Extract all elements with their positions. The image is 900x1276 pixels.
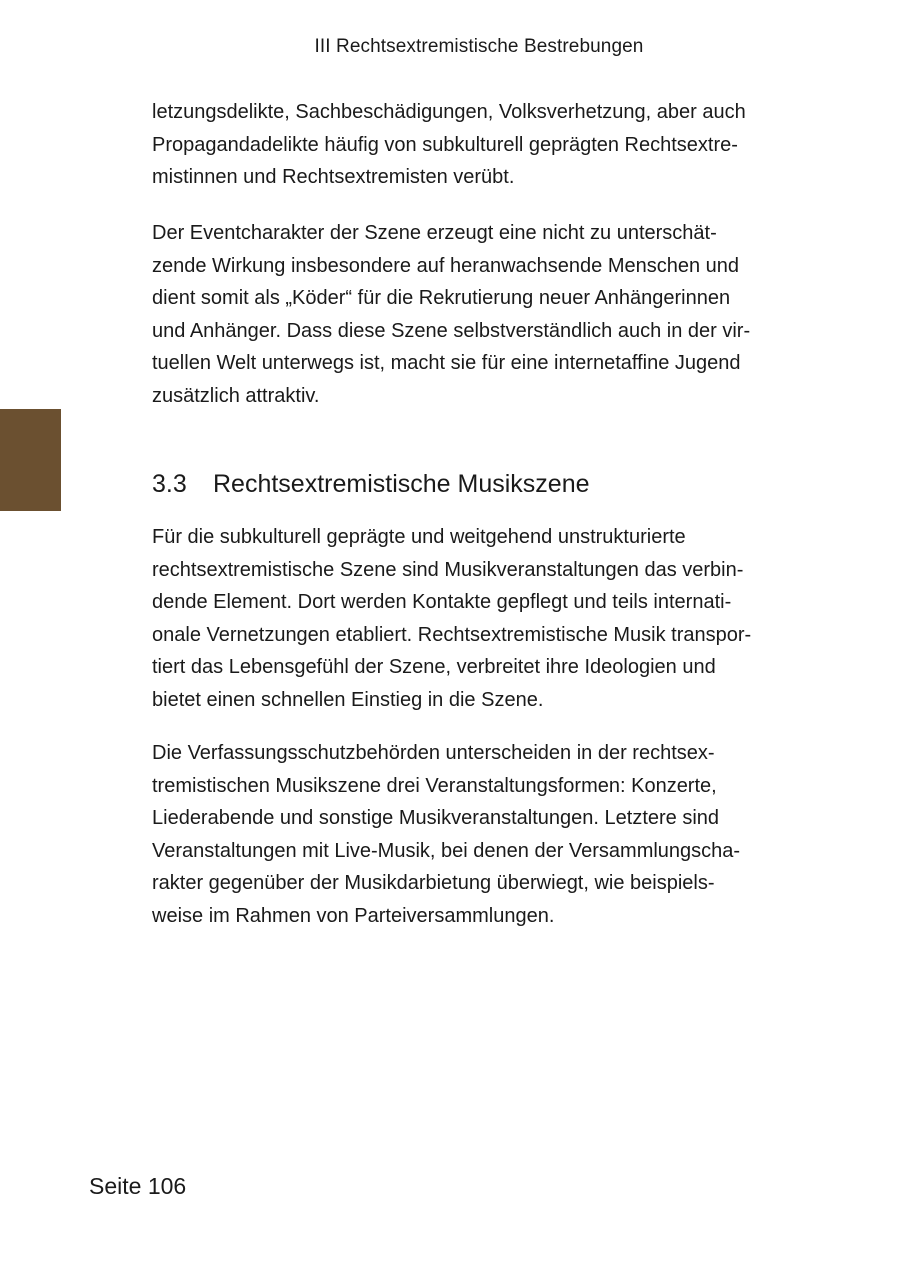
text-line: zusätzlich attraktiv. — [152, 384, 320, 407]
text-line: tiert das Lebensgefühl der Szene, verbreitet ihre Ideologien und — [152, 656, 716, 678]
text-line: Veranstaltungen mit Live-Musik, bei denen der Versammlungscha- — [152, 839, 741, 862]
text-line: und Anhänger. Dass diese Szene selbstverständlich auch in der vir- — [152, 319, 751, 342]
text-line: mistinnen und Rechtsextremisten verübt. — [152, 166, 515, 188]
text-line: Propagandadelikte häufig von subkulturell geprägten Rechtsextre- — [152, 133, 738, 156]
text-line: Der Eventcharakter der Szene erzeugt eine nicht zu unterschät- — [152, 222, 717, 244]
text-line: rechtsextremistische Szene sind Musikveranstaltungen das verbin- — [152, 558, 744, 581]
text-line: Für die subkulturell geprägte und weitgehend unstrukturierte — [152, 526, 686, 548]
text-line: letzungsdelikte, Sachbeschädigungen, Volksverhetzung, aber auch — [152, 101, 746, 123]
text-line: onale Vernetzungen etabliert. Rechtsextremistische Musik transpor- — [152, 623, 752, 646]
paragraph-3 — [152, 521, 814, 716]
section-number: 3.3 — [152, 470, 187, 498]
text-line: dient somit als „Köder“ für die Rekrutierung neuer Anhängerinnen — [152, 287, 731, 309]
text-line: weise im Rahmen von Parteiversammlungen. — [152, 904, 555, 927]
text-line: tuellen Welt unterwegs ist, macht sie für eine internetaffine Jugend — [152, 352, 741, 374]
page-number: Seite 106 — [89, 1173, 187, 1199]
text-line: Die Verfassungsschutzbehörden unterscheiden in der rechtsex- — [152, 742, 715, 764]
paragraph-1 — [152, 96, 814, 194]
chapter-marker-tab — [0, 409, 61, 511]
text-line: zende Wirkung insbesondere auf heranwachsende Menschen und — [152, 254, 740, 277]
running-header-title: III Rechtsextremistische Bestrebungen — [314, 36, 644, 57]
running-header — [0, 36, 900, 58]
text-line: dende Element. Dort werden Kontakte gepflegt und teils internati- — [152, 591, 732, 613]
section-heading — [152, 466, 590, 502]
text-line: Liederabende und sonstige Musikveranstaltungen. Letztere sind — [152, 807, 720, 829]
text-line: rakter gegenüber der Musikdarbietung überwiegt, wie beispiels- — [152, 872, 715, 894]
paragraph-2 — [152, 217, 814, 412]
text-line: bietet einen schnellen Einstieg in die Szene. — [152, 688, 544, 711]
paragraph-4 — [152, 737, 814, 932]
section-title: Rechtsextremistische Musikszene — [213, 470, 590, 498]
text-line: tremistischen Musikszene drei Veranstaltungsformen: Konzerte, — [152, 774, 717, 797]
